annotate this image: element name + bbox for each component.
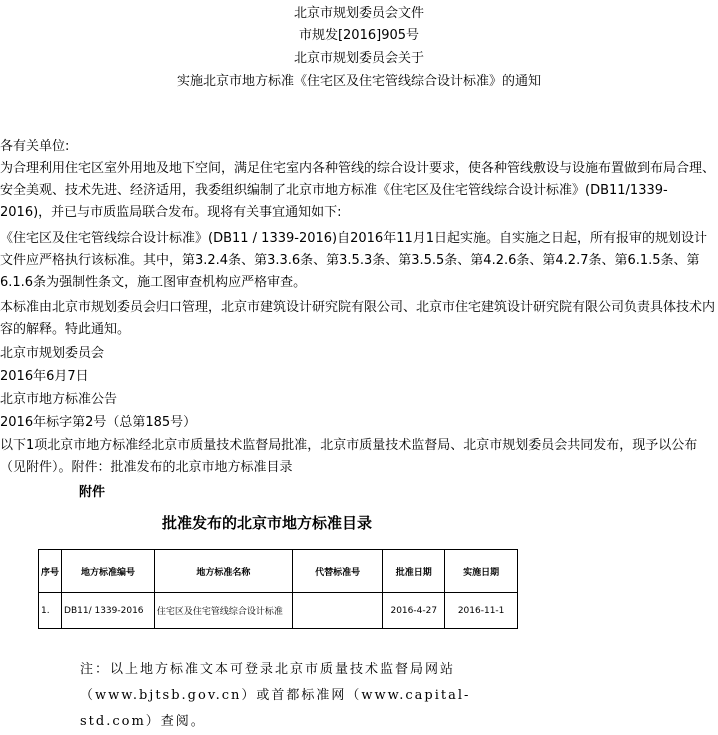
column-header: 地方标准编号	[62, 550, 155, 593]
column-header: 代替标准号	[292, 550, 383, 593]
announcement-number: 2016年标字第2号（总第185号）	[0, 415, 197, 430]
paragraph-implementation: 《住宅区及住宅管线综合设计标准》(DB11 / 1339-2016)自2016年11月1日起实施。自实施之日起，所有报审的规划设计文件应严格执行该标准。其中，第3.2.4条、第3.3.6条、第3.5.3条、第3.5.5条、第4.2.6条、第4.2.7条、第6.1.5条、第6.1.6条为强制性条文，施工图审查机构应严格审查。	[0, 231, 708, 290]
catalog-title: 批准发布的北京市地方标准目录	[162, 514, 373, 532]
website-note: 注：以上地方标准文本可登录北京市质量技术监督局网站（www.bjtsb.gov.cn）或首都标准网（www.capital-std.com）查阅。	[80, 662, 471, 729]
announcement-title: 北京市地方标准公告	[0, 392, 118, 407]
cell-effective: 2016-11-1	[445, 593, 518, 629]
salutation: 各有关单位:	[0, 139, 70, 154]
signer: 北京市规划委员会	[0, 346, 105, 361]
table-header-row	[39, 550, 518, 593]
cell-approved: 2016-4-27	[383, 593, 445, 629]
cell-code: DB11/ 1339-2016	[62, 593, 155, 629]
cell-name: 住宅区及住宅管线综合设计标准	[154, 593, 292, 629]
attachment-label: 附件	[79, 485, 106, 500]
cell-no: 1.	[39, 593, 62, 629]
issue-date: 2016年6月7日	[0, 369, 89, 384]
notice-subject: 实施北京市地方标准《住宅区及住宅管线综合设计标准》的通知	[176, 74, 541, 89]
paragraph-purpose: 为合理利用住宅区室外用地及地下空间，满足住宅室内各种管线的综合设计要求，使各种管线敷设与设施布置做到布局合理、安全美观、技术先进、经济适用，我委组织编制了北京市地方标准《住宅区及住宅管线综合设计标准》(DB11/1339-2016)，并已与市质监局联合发布。现将有关事宜通知如下:	[0, 161, 716, 220]
table-row	[39, 593, 518, 629]
column-header: 实施日期	[445, 550, 518, 593]
org-doc-title: 北京市规划委员会文件	[293, 6, 424, 21]
paragraph-management: 本标准由北京市规划委员会归口管理，北京市建筑设计研究院有限公司、北京市住宅建筑设计研究院有限公司负责具体技术内容的解释。特此通知。	[0, 300, 716, 337]
cell-replaces	[292, 593, 383, 629]
column-header: 地方标准名称	[154, 550, 292, 593]
column-header: 序号	[39, 550, 62, 593]
standards-catalog-table	[38, 549, 518, 629]
column-header: 批准日期	[383, 550, 445, 593]
issuer-line: 北京市规划委员会关于	[293, 51, 424, 66]
doc-number: 市规发[2016]905号	[298, 28, 420, 43]
paragraph-publication: 以下1项北京市地方标准经北京市质量技术监督局批准，北京市质量技术监督局、北京市规划委员会共同发布，现予以公布（见附件）。附件：批准发布的北京市地方标准目录	[0, 438, 698, 475]
